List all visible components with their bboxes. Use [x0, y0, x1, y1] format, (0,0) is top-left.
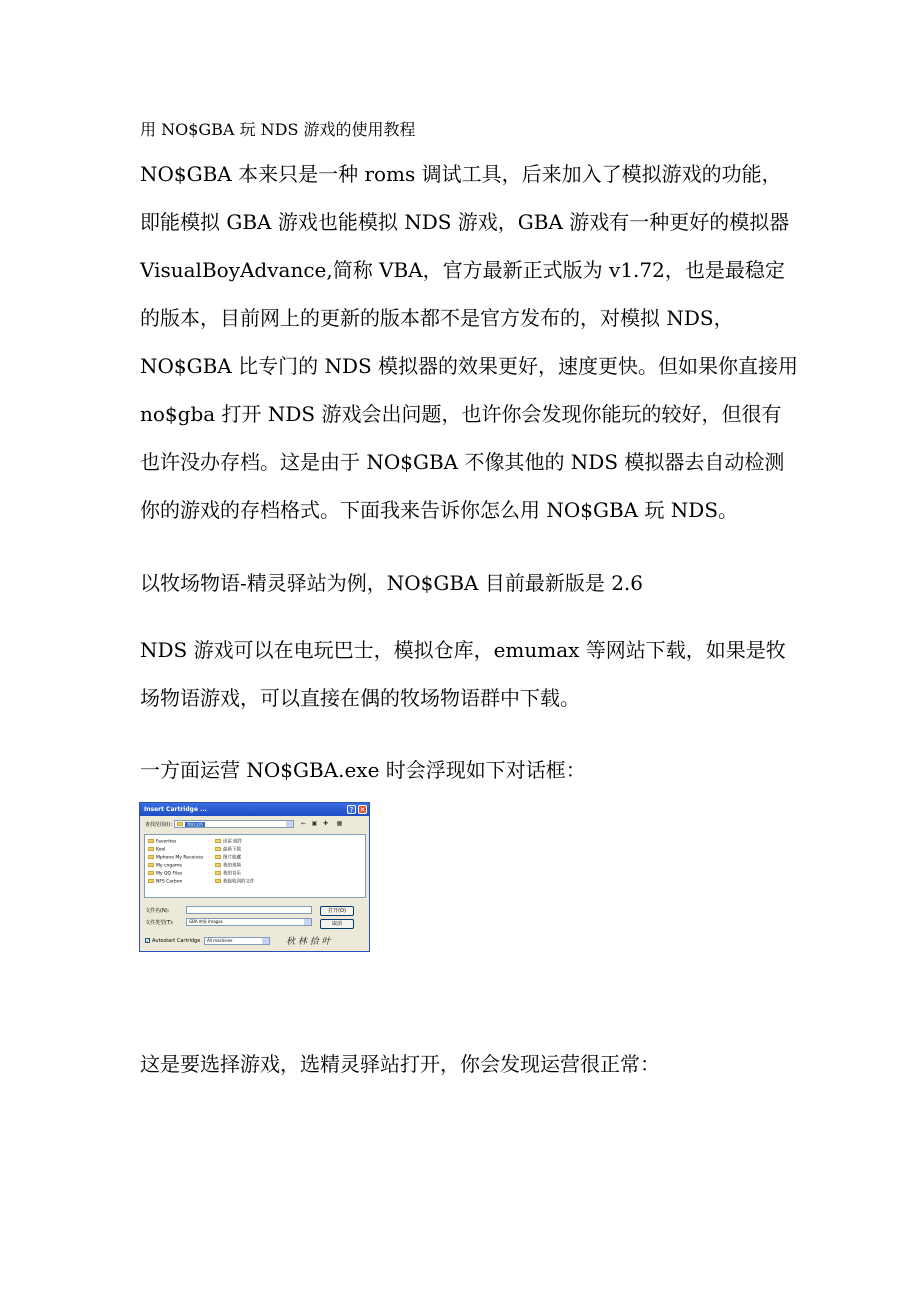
- watermark-logo: 秋 林 拾 叶: [286, 937, 331, 947]
- lookin-combo[interactable]: [174, 820, 294, 828]
- view-menu-icon[interactable]: ▦: [336, 820, 343, 827]
- folder-icon: [148, 879, 154, 883]
- paragraph-1-line-1: NO$GBA 本来只是一种 roms 调试工具，后来加入了模拟游戏的功能，: [140, 162, 782, 186]
- folder-icon: [215, 871, 221, 875]
- list-item[interactable]: Kool: [148, 847, 165, 853]
- folder-icon: [215, 855, 221, 859]
- machine-value: All machines: [207, 938, 233, 943]
- folder-icon: [215, 839, 221, 843]
- list-item[interactable]: 图片收藏: [215, 855, 241, 861]
- list-item[interactable]: My QQ Files: [148, 871, 182, 877]
- list-item[interactable]: My cngame: [148, 863, 182, 869]
- list-item[interactable]: 我的视频: [215, 863, 241, 869]
- filename-label: 文件名(N):: [145, 908, 170, 914]
- folder-icon: [215, 879, 221, 883]
- lookin-label: 查找范围(I):: [145, 822, 173, 828]
- list-item[interactable]: Mphone My Receives: [148, 855, 203, 861]
- help-icon[interactable]: ?: [347, 805, 356, 814]
- folder-icon: [148, 847, 154, 851]
- list-item[interactable]: 最新下载: [215, 847, 241, 853]
- lookin-value: 我的文档: [187, 822, 203, 827]
- folder-icon: [177, 822, 183, 826]
- new-folder-icon[interactable]: ✚: [322, 820, 329, 827]
- folder-icon: [148, 871, 154, 875]
- folder-icon: [148, 839, 154, 843]
- paragraph-1-line-7: 也许没办存档。这是由于 NO$GBA 不像其他的 NDS 模拟器去自动检测: [140, 450, 785, 474]
- paragraph-1-line-8: 你的游戏的存档格式。下面我来告诉你怎么用 NO$GBA 玩 NDS。: [140, 498, 739, 522]
- file-list[interactable]: [144, 834, 366, 898]
- paragraph-1-line-3: VisualBoyAdvance,简称 VBA，官方最新正式版为 v1.72，也是最稳定: [140, 258, 785, 282]
- chevron-down-icon: [304, 919, 311, 925]
- up-folder-icon[interactable]: ▣: [311, 820, 318, 827]
- list-item[interactable]: 迅雷 邮件: [215, 839, 242, 845]
- machine-select[interactable]: [204, 937, 270, 945]
- list-item[interactable]: 我接收到的文件: [215, 879, 255, 885]
- chevron-down-icon: [262, 938, 269, 944]
- insert-cartridge-dialog: [139, 802, 370, 952]
- paragraph-3-line-2: 场物语游戏，可以直接在偶的牧场物语群中下载。: [140, 686, 580, 710]
- paragraph-5: 这是要选择游戏，选精灵驿站打开，你会发现运营很正常：: [140, 1052, 660, 1076]
- folder-icon: [148, 863, 154, 867]
- paragraph-3-line-1: NDS 游戏可以在电玩巴士，模拟仓库，emumax 等网站下载，如果是牧: [140, 638, 786, 662]
- filename-input[interactable]: [186, 906, 312, 914]
- cancel-button[interactable]: 取消: [320, 919, 354, 929]
- dialog-title: Insert Cartridge ...: [144, 806, 207, 813]
- filetype-select[interactable]: [186, 918, 312, 926]
- paragraph-2: 以牧场物语-精灵驿站为例，NO$GBA 目前最新版是 2.6: [140, 571, 644, 595]
- chevron-down-icon: [286, 821, 293, 827]
- paragraph-1-line-2: 即能模拟 GBA 游戏也能模拟 NDS 游戏，GBA 游戏有一种更好的模拟器: [140, 210, 790, 234]
- filetype-value: GBA 映象 Images: [189, 919, 223, 924]
- autostart-label: Autostart Cartridge: [152, 938, 201, 944]
- filetype-label: 文件类型(T):: [145, 920, 174, 926]
- list-item[interactable]: 我的音乐: [215, 871, 241, 877]
- folder-icon: [215, 847, 221, 851]
- paragraph-1-line-5: NO$GBA 比专门的 NDS 模拟器的效果更好，速度更快。但如果你直接用: [140, 354, 799, 378]
- folder-icon: [148, 855, 154, 859]
- doc-title: 用 NO$GBA 玩 NDS 游戏的使用教程: [140, 120, 416, 139]
- paragraph-1-line-6: no$gba 打开 NDS 游戏会出问题，也许你会发现你能玩的较好，但很有: [140, 402, 782, 426]
- autostart-checkbox[interactable]: ✓: [146, 938, 150, 943]
- open-button[interactable]: 打开(O): [320, 906, 354, 916]
- paragraph-1-line-4: 的版本，目前网上的更新的版本都不是官方发布的，对模拟 NDS，: [140, 306, 734, 330]
- folder-icon: [215, 863, 221, 867]
- list-item[interactable]: Favorites: [148, 839, 176, 845]
- back-icon[interactable]: ←: [300, 820, 307, 827]
- paragraph-4: 一方面运营 NO$GBA.exe 时会浮现如下对话框：: [140, 758, 586, 782]
- list-item[interactable]: NFS Carbon: [148, 879, 182, 885]
- dialog-titlebar: [140, 803, 369, 816]
- close-icon[interactable]: ✕: [359, 806, 366, 814]
